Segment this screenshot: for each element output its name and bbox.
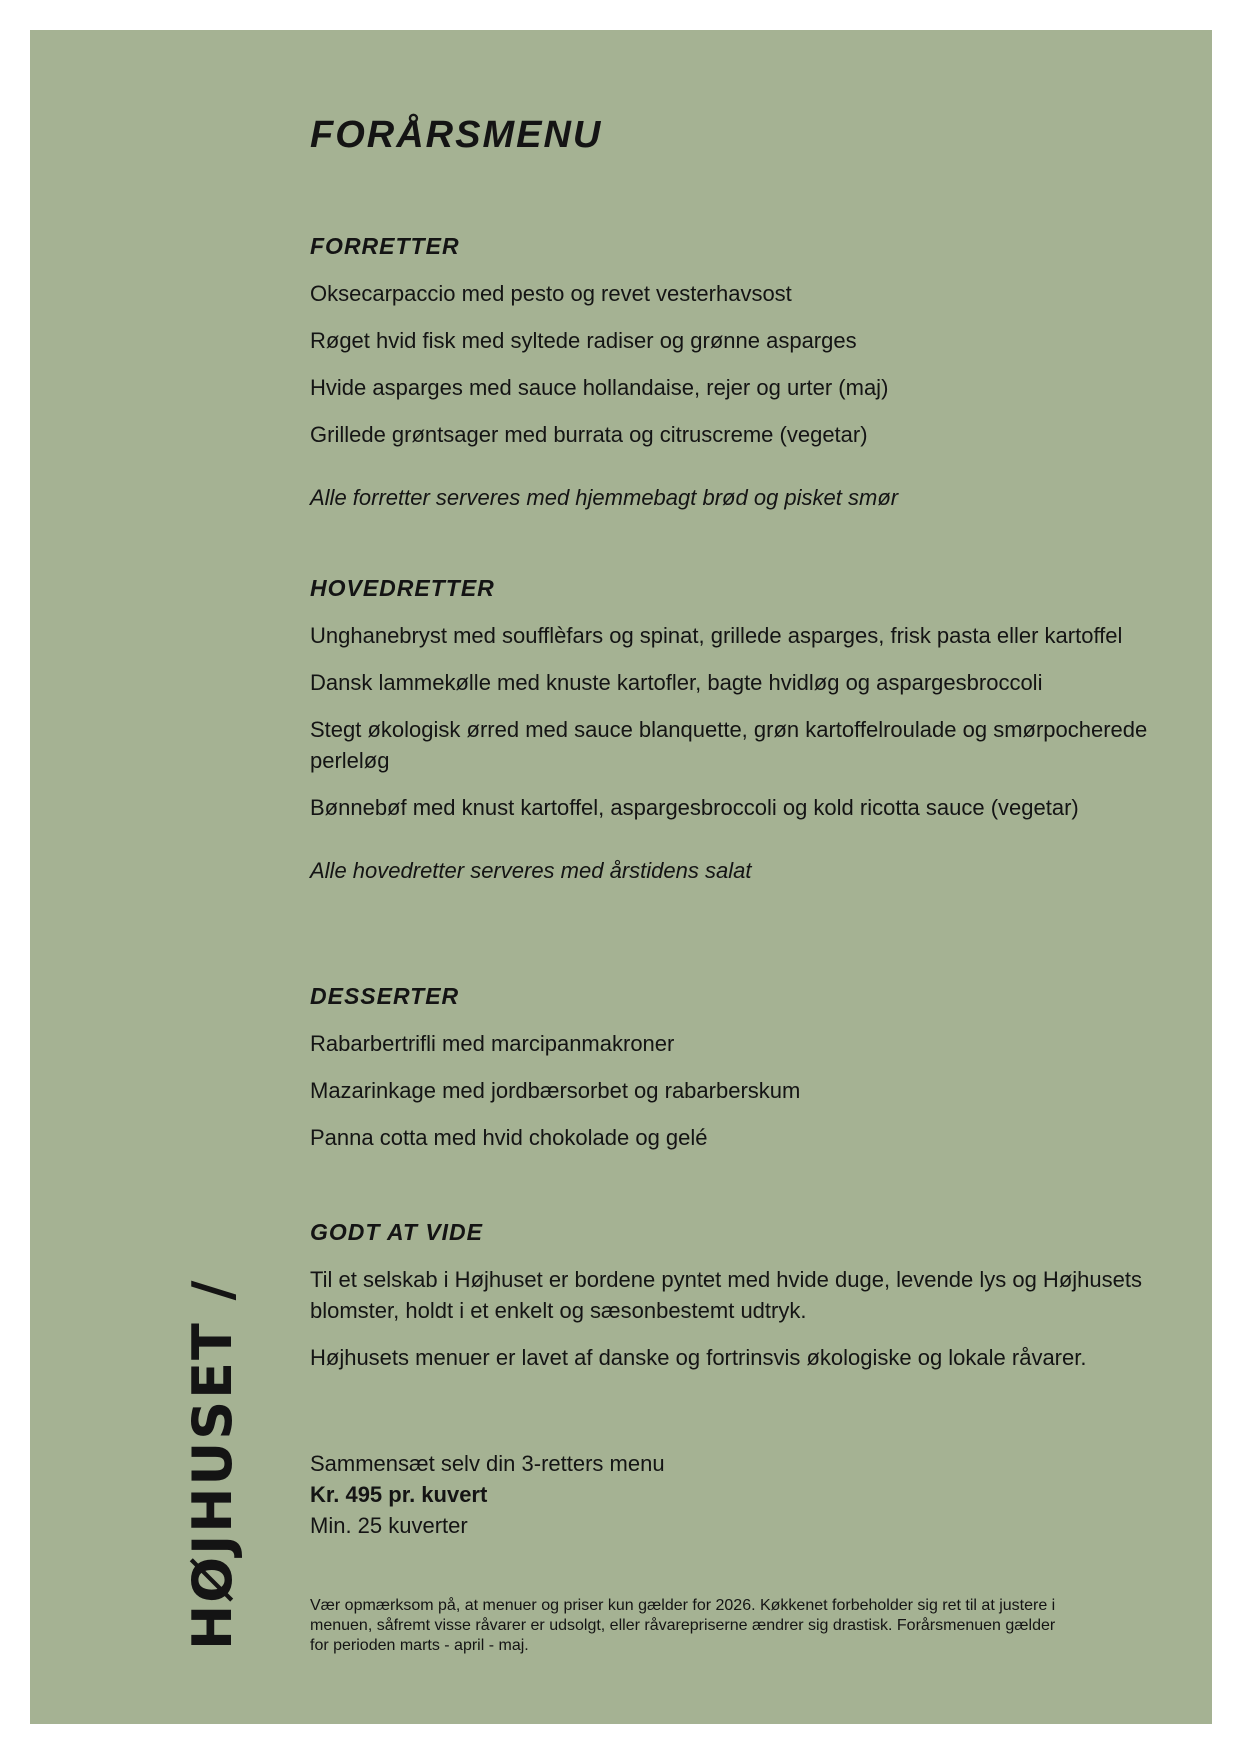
menu-item: Unghanebryst med soufflèfars og spinat, grillede asparges, frisk pasta eller kartoffel	[310, 623, 1123, 648]
section-heading: GODT AT VIDE	[310, 1219, 483, 1245]
info-paragraph: Højhusets menuer er lavet af danske og fortrinsvis økologiske og lokale råvarer.	[310, 1345, 1087, 1370]
menu-item: Hvide asparges med sauce hollandaise, rejer og urter (maj)	[310, 375, 889, 400]
section-forretter	[310, 224, 1170, 535]
menu-item: Oksecarpaccio med pesto og revet vesterhavsost	[310, 281, 792, 306]
section-heading: HOVEDRETTER	[310, 575, 495, 601]
section-heading: DESSERTER	[310, 983, 460, 1009]
section-note: Alle forretter serveres med hjemmebagt brød og pisket smør	[310, 485, 899, 510]
disclaimer: Vær opmærksom på, at menuer og priser kun gælder for 2026. Køkkenet forbeholder sig ret til at justere i menuen, såfremt visse råvarer er udsolgt, eller råvarepriserne ændrer sig drastisk. Forårsmenuen gælder for perioden marts - april - maj.	[310, 1597, 1056, 1654]
menu-item: Røget hvid fisk med syltede radiser og grønne asparges	[310, 328, 857, 353]
price: Kr. 495 pr. kuvert	[310, 1482, 488, 1507]
section-godt-at-vide	[310, 1210, 1170, 1389]
menu-item: Bønnebøf med knust kartoffel, aspargesbroccoli og kold ricotta sauce (vegetar)	[310, 795, 1079, 820]
menu-item: Grillede grøntsager med burrata og citruscreme (vegetar)	[310, 422, 868, 447]
section-heading: FORRETTER	[310, 233, 460, 259]
menu-title: FORÅRSMENU	[310, 114, 603, 156]
menu-item: Dansk lammekølle med knuste kartofler, bagte hvidløg og aspargesbroccoli	[310, 670, 1043, 695]
menu-item: Rabarbertrifli med marcipanmakroner	[310, 1031, 675, 1056]
menu-item: Mazarinkage med jordbærsorbet og rabarberskum	[310, 1078, 801, 1103]
pricing-block	[310, 1448, 1170, 1541]
menu-item: Stegt økologisk ørred med sauce blanquette, grøn kartoffelroulade og smørpocherede perleløg	[310, 717, 1148, 773]
section-hovedretter	[310, 566, 1170, 908]
menu-item: Panna cotta med hvid chokolade og gelé	[310, 1125, 708, 1150]
hojhuset-logo: HØJHUSET /	[181, 1278, 244, 1650]
menu-page	[30, 30, 1212, 1724]
section-desserter	[310, 974, 1170, 1169]
info-paragraph: Til et selskab i Højhuset er bordene pyntet med hvide duge, levende lys og Højhusets blomster, holdt i et enkelt og sæsonbestemt udtryk.	[310, 1267, 1142, 1323]
section-note: Alle hovedretter serveres med årstidens salat	[310, 858, 752, 883]
pricing-intro: Sammensæt selv din 3-retters menu	[310, 1451, 665, 1476]
minimum-guests: Min. 25 kuverter	[310, 1513, 468, 1538]
